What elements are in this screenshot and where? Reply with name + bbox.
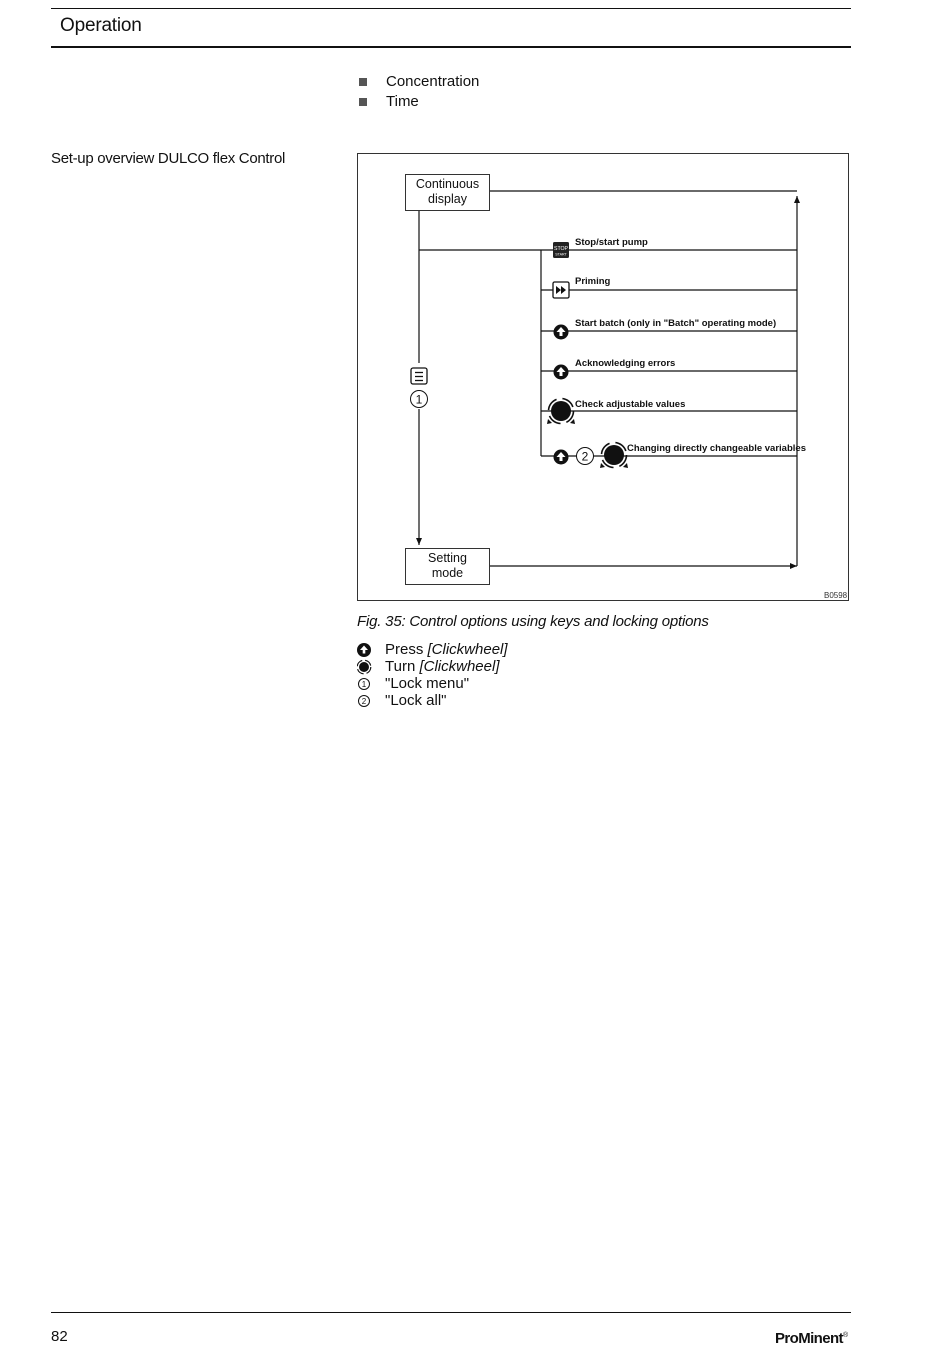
press-clickwheel-icon <box>554 325 569 340</box>
list-item <box>358 92 479 112</box>
bullet-text: Concentration <box>386 73 480 90</box>
turn-clickwheel-icon <box>357 659 385 675</box>
turn-clickwheel-icon <box>547 399 575 425</box>
bullet-list <box>358 72 479 112</box>
label-changing: Changing directly changeable variables <box>627 443 806 454</box>
legend-turn-key: [Clickwheel] <box>419 658 500 675</box>
control-diagram <box>357 153 851 603</box>
figure-code: B0598 <box>824 591 848 600</box>
setting-mode-box <box>405 548 490 585</box>
brand-mark: ® <box>842 1332 848 1339</box>
stop-start-key-icon <box>553 242 569 258</box>
legend-turn-word: Turn <box>385 658 416 675</box>
continuous-display-line2: display <box>428 192 467 206</box>
stop-key-text: STOP <box>553 246 569 252</box>
menu-key-icon <box>411 368 427 384</box>
lock-1-number: 1 <box>415 392 423 407</box>
label-check-values: Check adjustable values <box>575 399 686 410</box>
legend-row-turn <box>357 658 508 675</box>
footer-rule <box>51 1312 851 1313</box>
legend-row-press <box>357 641 508 658</box>
press-clickwheel-icon <box>357 642 385 658</box>
legend-lock-1-number: 1 <box>361 679 367 689</box>
legend-lock-menu: "Lock menu" <box>385 675 470 692</box>
bullet-text: Time <box>386 93 419 110</box>
list-item <box>358 72 479 92</box>
page-title: Operation <box>60 15 142 36</box>
press-clickwheel-icon <box>554 365 569 380</box>
legend-row-lock-menu <box>357 675 508 692</box>
brand-logo <box>775 1330 848 1347</box>
lock-2-number: 2 <box>581 449 589 464</box>
label-acknowledging: Acknowledging errors <box>575 358 676 369</box>
lock-2-icon <box>357 693 385 709</box>
turn-clickwheel-icon <box>600 443 628 469</box>
brand-name: ProMinent <box>775 1330 843 1347</box>
setting-mode-line1: Setting <box>428 551 467 565</box>
legend-press-word: Press <box>385 641 424 658</box>
lock-2-icon <box>577 448 594 465</box>
press-clickwheel-icon <box>554 450 569 465</box>
start-key-text: START <box>555 252 567 257</box>
label-stop-start: Stop/start pump <box>575 237 648 248</box>
header-top-rule <box>51 8 851 9</box>
bullet-square-icon <box>359 98 367 106</box>
header-bottom-rule <box>51 46 851 48</box>
label-start-batch: Start batch (only in "Batch" operating mode) <box>575 318 777 329</box>
continuous-display-line1: Continuous <box>415 177 480 191</box>
section-heading: Set-up overview DULCO flex Control <box>51 150 286 167</box>
figure-caption: Fig. 35: Control options using keys and locking options <box>357 613 709 630</box>
legend-press-key: [Clickwheel] <box>427 641 508 658</box>
bullet-square-icon <box>359 78 367 86</box>
legend-row-lock-all <box>357 692 508 709</box>
label-priming: Priming <box>575 276 611 287</box>
legend-lock-all: "Lock all" <box>385 692 447 709</box>
legend-lock-2-number: 2 <box>361 696 367 706</box>
continuous-display-box <box>405 174 490 211</box>
diagram-lines <box>357 153 851 603</box>
lock-1-icon <box>411 391 428 408</box>
legend <box>357 641 508 709</box>
page-number: 82 <box>51 1328 68 1345</box>
fast-forward-key-icon <box>553 282 569 298</box>
setting-mode-line2: mode <box>431 566 464 580</box>
lock-1-icon <box>357 676 385 692</box>
